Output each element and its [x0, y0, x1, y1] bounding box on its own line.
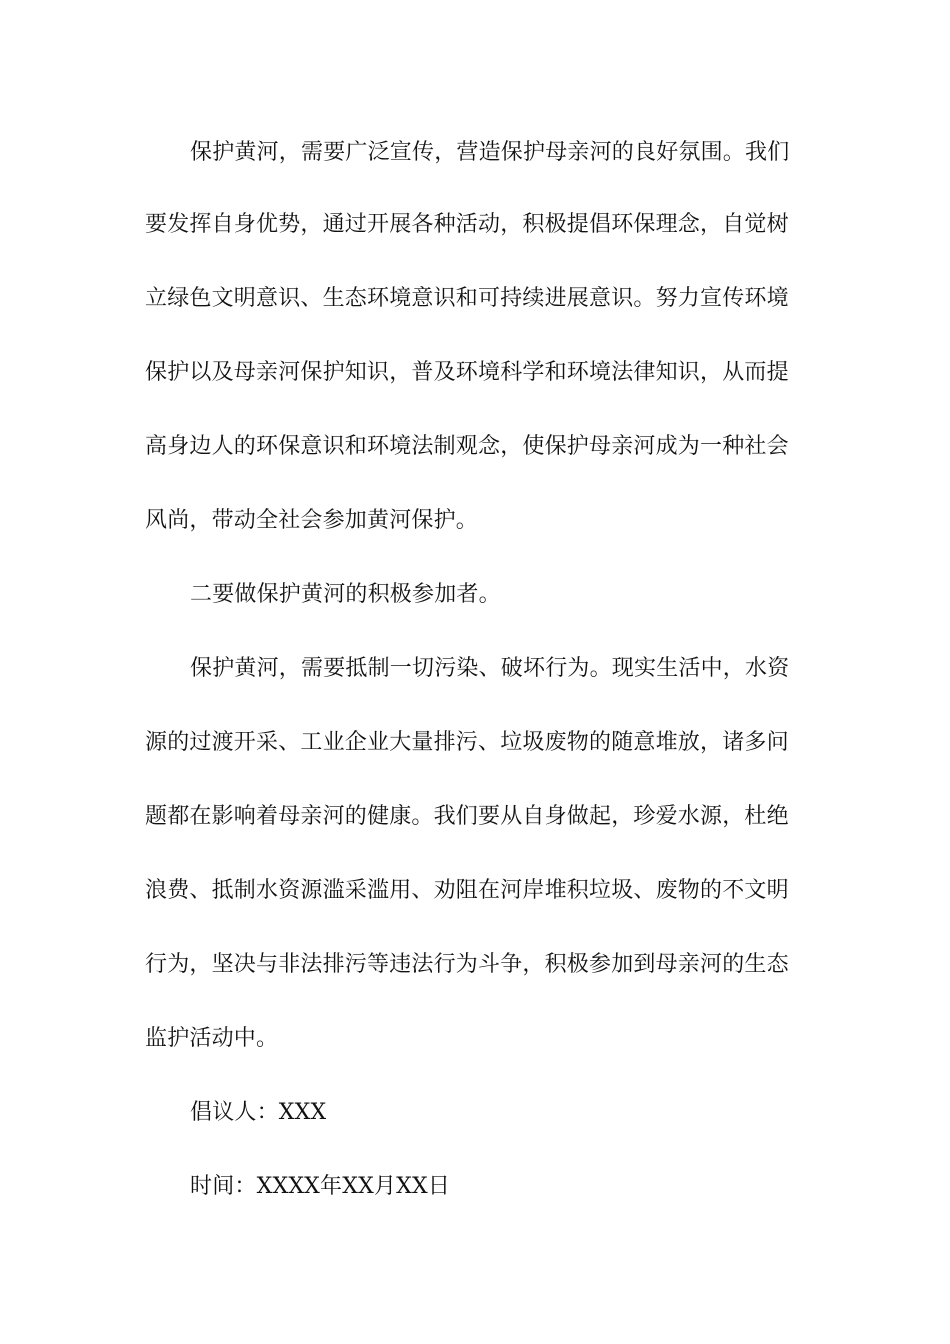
paragraph-2-line-2: 源的过渡开采、工业企业大量排污、垃圾废物的随意堆放，诸多问	[145, 730, 789, 755]
paragraph-1-line-3: 立绿色文明意识、生态环境意识和可持续进展意识。努力宣传环境	[145, 286, 789, 311]
paragraph-1-line-6: 风尚，带动全社会参加黄河保护。	[145, 508, 479, 533]
section-heading-2: 二要做保护黄河的积极参加者。	[190, 582, 501, 607]
paragraph-2-line-3: 题都在影响着母亲河的健康。我们要从自身做起，珍爱水源，杜绝	[145, 804, 789, 829]
paragraph-1-line-4: 保护以及母亲河保护知识，普及环境科学和环境法律知识，从而提	[145, 360, 789, 385]
paragraph-2-line-5: 行为，坚决与非法排污等违法行为斗争，积极参加到母亲河的生态	[145, 952, 789, 977]
paragraph-2-line-6: 监护活动中。	[145, 1026, 279, 1051]
signer: 倡议人：XXX	[190, 1100, 327, 1125]
paragraph-2-line-4: 浪费、抵制水资源滥采滥用、劝阻在河岸堆积垃圾、废物的不文明	[145, 878, 789, 903]
date: 时间：XXXX年XX月XX日	[190, 1174, 451, 1199]
paragraph-1-line-2: 要发挥自身优势，通过开展各种活动，积极提倡环保理念，自觉树	[145, 212, 789, 237]
paragraph-1-line-1: 保护黄河，需要广泛宣传，营造保护母亲河的良好氛围。我们	[190, 140, 790, 165]
paragraph-1-line-5: 高身边人的环保意识和环境法制观念，使保护母亲河成为一种社会	[145, 434, 789, 459]
paragraph-2-line-1: 保护黄河，需要抵制一切污染、破坏行为。现实生活中，水资	[190, 656, 790, 681]
